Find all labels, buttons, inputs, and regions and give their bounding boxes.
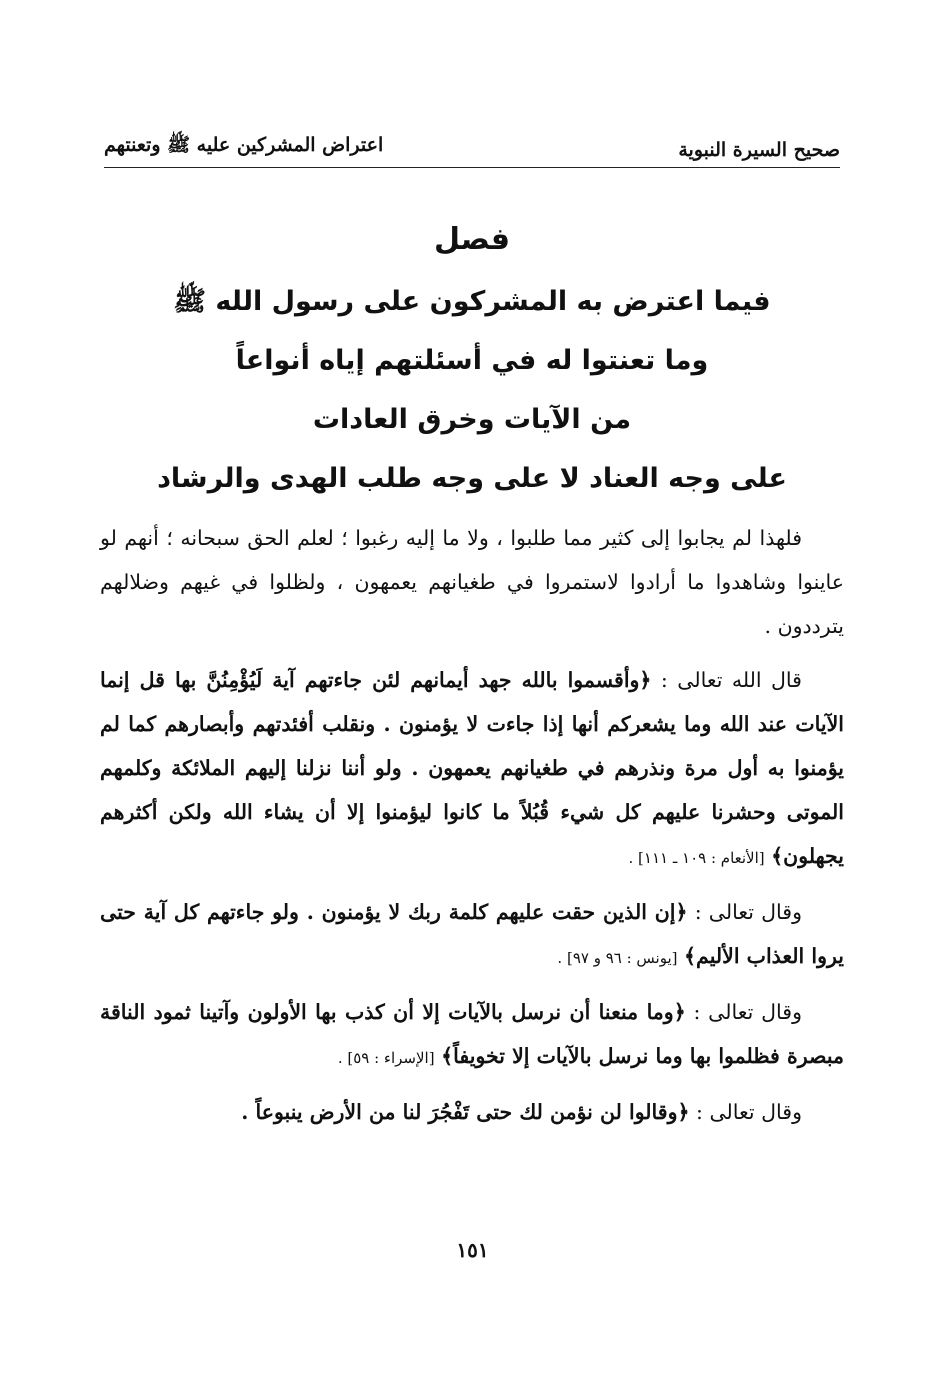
paragraph-5 bbox=[100, 1090, 844, 1134]
paragraph-3-intro: وقال تعالى : bbox=[694, 900, 802, 924]
paragraph-5-intro: وقال تعالى : bbox=[696, 1100, 802, 1124]
quran-quote-anam: ﴿وأقسموا بالله جهد أيمانهم لئن جاءتهم آية لَيُؤْمِنُنَّ بها قل إنما الآيات عند الله وما يشعركم أنها إذا جاءت لا يؤمنون . ونقلب أفئدتهم وأبصارهم كما لم يؤمنوا به أول مرة ونذرهم في طغيانهم يعمهون . ولو أننا نزلنا إليهم الملائكة وكلمهم الموتى وحشرنا عليهم كل شيء قُبُلاً ما كانوا ليؤمنوا إلا أن يشاء الله ولكن أكثرهم يجهلون﴾ bbox=[100, 668, 844, 868]
paragraph-4-intro: وقال تعالى : bbox=[693, 1000, 802, 1024]
body-text bbox=[100, 516, 844, 1144]
book-title: صحيح السيرة النبوية bbox=[678, 139, 840, 161]
heading-line-1: فيما اعترض به المشركون على رسول الله ﷺ bbox=[173, 286, 771, 317]
quran-quote-isra-90: ﴿وقالوا لن نؤمن لك حتى تَفْجُرَ لنا من الأرض ينبوعاً . bbox=[241, 1100, 690, 1124]
page-number: ١٥١ bbox=[456, 1238, 489, 1262]
paragraph-2-intro: قال الله تعالى : bbox=[660, 668, 802, 692]
quran-quote-yunus: ﴿إن الذين حقت عليهم كلمة ربك لا يؤمنون . ولو جاءتهم كل آية حتى يروا العذاب الأليم﴾ bbox=[100, 900, 844, 968]
section-title: اعتراض المشركين عليه ﷺ وتعنتهم bbox=[104, 134, 384, 156]
running-header bbox=[104, 128, 840, 168]
heading-line-3: من الآيات وخرق العادات bbox=[312, 404, 632, 435]
heading-line-2: وما تعنتوا له في أسئلتهم إياه أنواعاً bbox=[235, 345, 709, 376]
chapter-heading bbox=[104, 216, 840, 508]
reference-isra: [الإسراء : ٥٩] . bbox=[337, 1049, 435, 1067]
paragraph-3 bbox=[100, 890, 844, 980]
paragraph-1-text: فلهذا لم يجابوا إلى كثير مما طلبوا ، ولا ما إليه رغبوا ؛ لعلم الحق سبحانه ؛ أنهم لو عاينوا وشاهدوا ما أرادوا لاستمروا في طغيانهم يعمهون ، ولظلوا في غيهم وضلالهم يترددون . bbox=[100, 526, 844, 638]
paragraph-4 bbox=[100, 990, 844, 1080]
paragraph-1 bbox=[100, 516, 844, 648]
quran-quote-isra: ﴿وما منعنا أن نرسل بالآيات إلا أن كذب بها الأولون وآتينا ثمود الناقة مبصرة فظلموا بها وما نرسل بالآيات إلا تخويفاً﴾ bbox=[100, 1000, 844, 1068]
heading-line-4: على وجه العناد لا على وجه طلب الهدى والرشاد bbox=[157, 463, 787, 494]
chapter-label: فصل bbox=[434, 222, 510, 257]
reference-yunus: [يونس : ٩٦ و ٩٧] . bbox=[557, 949, 678, 967]
paragraph-2 bbox=[100, 658, 844, 880]
reference-anam: [الأنعام : ١٠٩ ـ ١١١] . bbox=[628, 849, 765, 867]
